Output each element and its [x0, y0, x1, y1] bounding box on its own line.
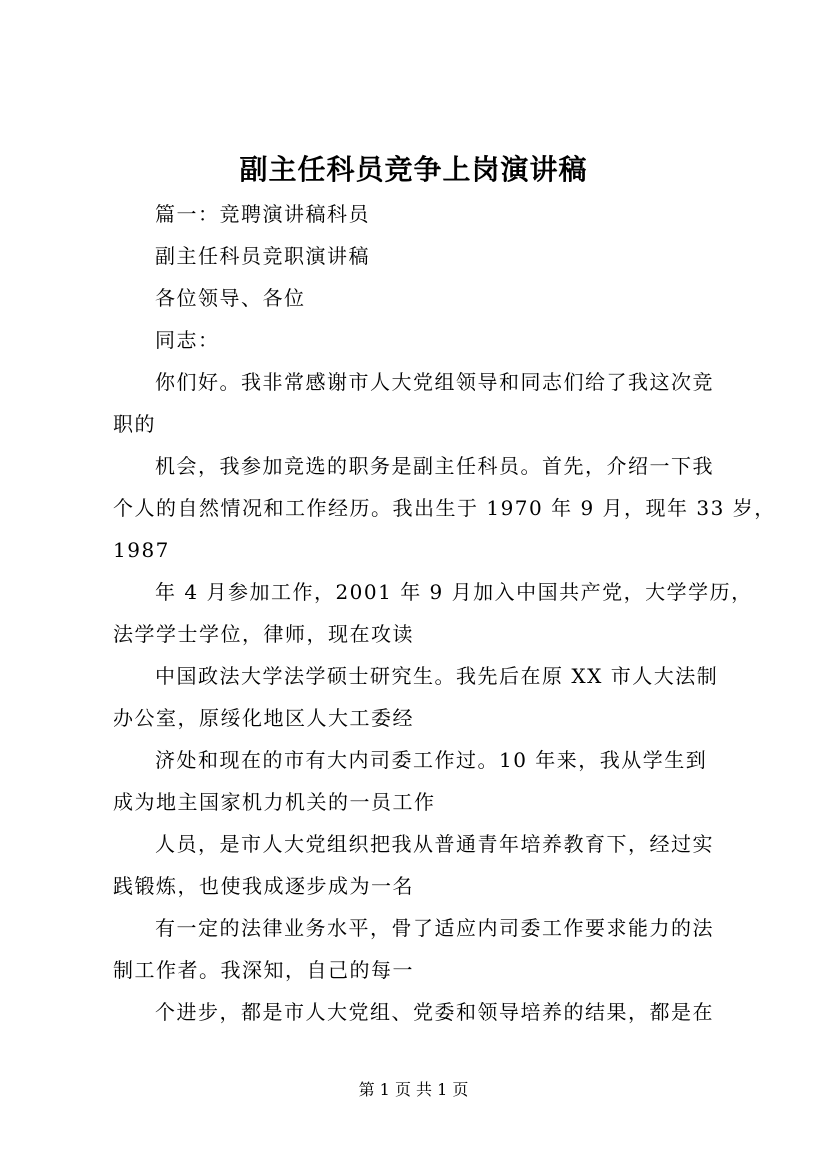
body-line: 个进步，都是市人大党组、党委和领导培养的结果，都是在 — [155, 1000, 714, 1024]
body-line: 制工作者。我深知，自己的每一 — [113, 958, 414, 982]
body-line: 人员，是市人大党组织把我从普通青年培养教育下，经过实 — [155, 832, 714, 856]
body-line: 践锻炼，也使我成逐步成为一名 — [113, 874, 414, 898]
body-line: 副主任科员竞职演讲稿 — [155, 244, 370, 268]
page-title: 副主任科员竞争上岗演讲稿 — [239, 153, 588, 186]
body-line: 职的 — [113, 412, 156, 436]
body-line: 年 4 月参加工作，2001 年 9 月加入中国共产党，大学学历， — [155, 580, 753, 604]
body-line: 你们好。我非常感谢市人大党组领导和同志们给了我这次竞 — [155, 370, 714, 394]
body-line: 篇一：竞聘演讲稿科员 — [155, 202, 370, 226]
body-line: 各位领导、各位 — [155, 286, 306, 310]
body-line: 法学学士学位，律师，现在攻读 — [113, 622, 414, 646]
page-footer: 第 1 页 共 1 页 — [358, 1080, 469, 1099]
body-line: 有一定的法律业务水平，骨了适应内司委工作要求能力的法 — [155, 916, 714, 940]
body-line: 济处和现在的市有大内司委工作过。10 年来，我从学生到 — [155, 748, 708, 772]
body-line: 成为地主国家机力机关的一员工作 — [113, 790, 436, 814]
body-line: 机会，我参加竞选的职务是副主任科员。首先，介绍一下我 — [155, 454, 714, 478]
body-line: 同志： — [155, 328, 220, 352]
body-line: 办公室，原绥化地区人大工委经 — [113, 706, 414, 730]
body-line: 个人的自然情况和工作经历。我出生于 1970 年 9 月，现年 33 岁， — [113, 496, 776, 520]
body-line: 中国政法大学法学硕士研究生。我先后在原 XX 市人大法制 — [155, 664, 719, 688]
body-line: 1987 — [113, 538, 170, 562]
